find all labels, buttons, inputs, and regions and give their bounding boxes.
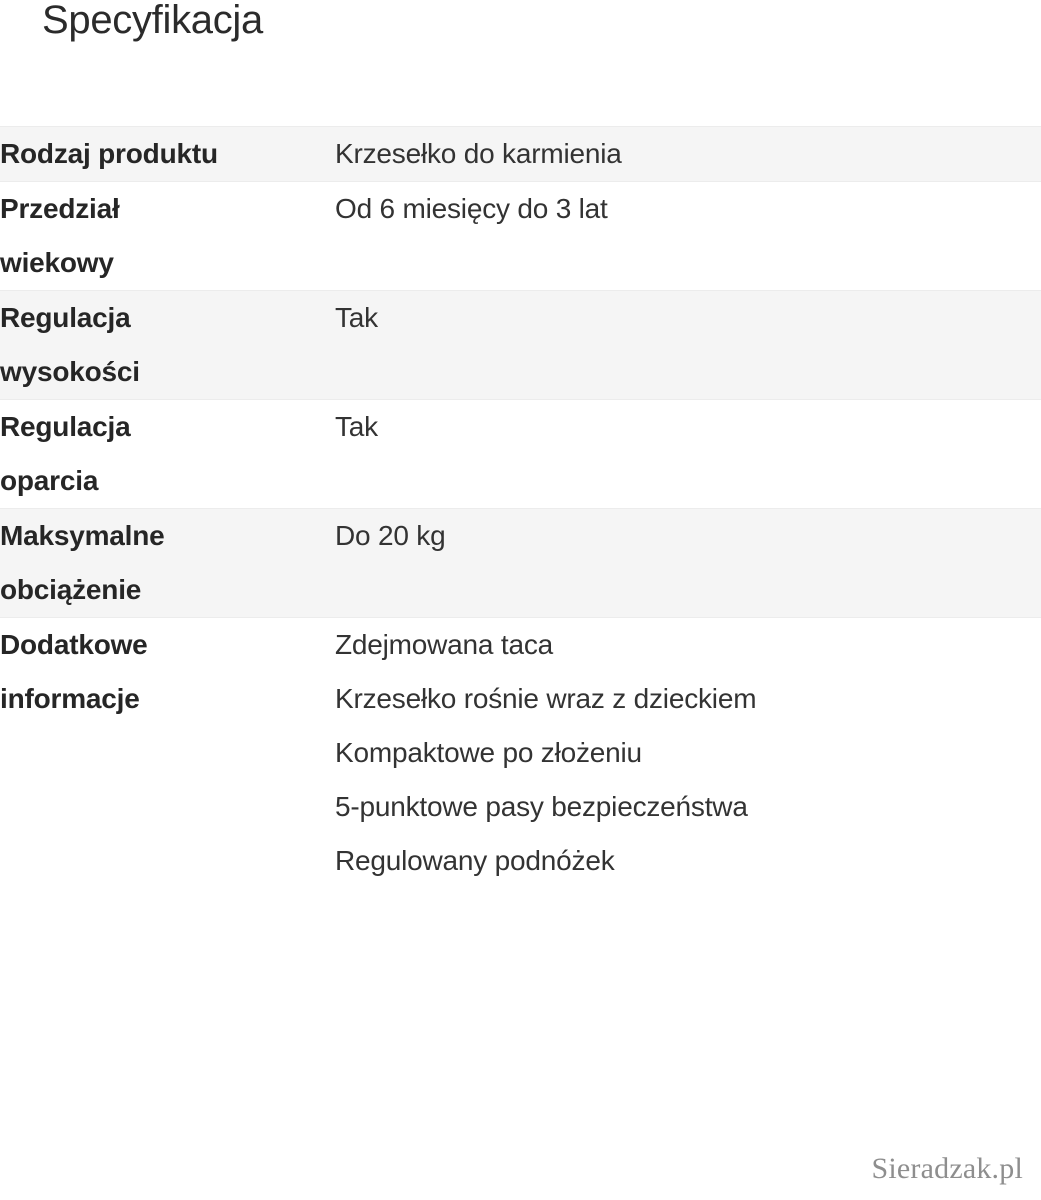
spec-label-cell: [0, 618, 335, 889]
spec-label-line: Przedział: [0, 193, 120, 224]
spec-label-cell: [0, 509, 335, 618]
spec-label-line: Regulacja: [0, 411, 131, 442]
spec-label-line: obciążenie: [0, 574, 142, 605]
spec-label-line: Rodzaj produktu: [0, 138, 218, 169]
spec-value-cell: [335, 618, 1041, 889]
specification-table-body: [0, 127, 1041, 889]
spec-value-line: Krzesełko rośnie wraz z dzieckiem: [335, 683, 757, 714]
spec-value-line: Kompaktowe po złożeniu: [335, 737, 642, 768]
spec-label-line: wiekowy: [0, 247, 114, 278]
spec-value-cell: [335, 400, 1041, 509]
table-row: [0, 291, 1041, 400]
spec-label-cell: [0, 182, 335, 291]
spec-label-cell: [0, 291, 335, 400]
spec-label-cell: [0, 400, 335, 509]
spec-label-line: oparcia: [0, 465, 99, 496]
spec-value-cell: [335, 509, 1041, 618]
spec-value-line: Od 6 miesięcy do 3 lat: [335, 193, 608, 224]
spec-value-line: Tak: [335, 411, 378, 442]
table-row: [0, 509, 1041, 618]
spec-value-line: Regulowany podnóżek: [335, 845, 615, 876]
table-row: [0, 618, 1041, 889]
watermark: Sieradzak.pl: [871, 1152, 1023, 1185]
specification-table: [0, 126, 1041, 888]
spec-label-line: informacje: [0, 683, 140, 714]
spec-label-line: wysokości: [0, 356, 140, 387]
spec-label-line: Maksymalne: [0, 520, 165, 551]
table-row: [0, 182, 1041, 291]
table-row: [0, 400, 1041, 509]
table-row: [0, 127, 1041, 182]
spec-value-line: 5-punktowe pasy bezpieczeństwa: [335, 791, 748, 822]
spec-value-line: Do 20 kg: [335, 520, 446, 551]
spec-value-line: Zdejmowana taca: [335, 629, 554, 660]
title-spacer: [0, 56, 1041, 126]
page-title: Specyfikacja: [42, 0, 263, 42]
spec-label-line: Regulacja: [0, 302, 131, 333]
spec-value-cell: [335, 127, 1041, 182]
spec-value-line: Krzesełko do karmienia: [335, 138, 622, 169]
spec-value-cell: [335, 182, 1041, 291]
spec-value-cell: [335, 291, 1041, 400]
spec-label-cell: [0, 127, 335, 182]
spec-label-line: Dodatkowe: [0, 629, 148, 660]
spec-value-line: Tak: [335, 302, 378, 333]
